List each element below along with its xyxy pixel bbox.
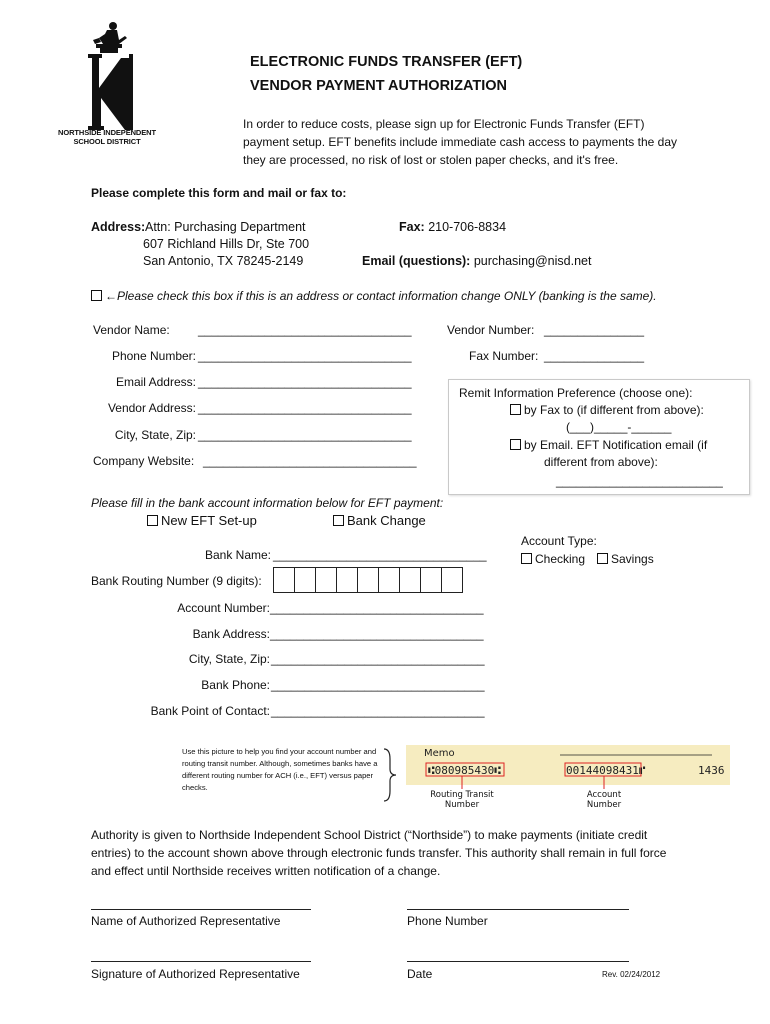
date-signature-line[interactable] xyxy=(407,961,629,962)
company-website-label: Company Website: xyxy=(93,454,195,468)
remit-email-label-2: different from above): xyxy=(544,455,658,469)
fax-label: Fax: xyxy=(399,220,425,234)
name-signature-line[interactable] xyxy=(91,909,311,910)
remit-heading: Remit Information Preference (choose one): xyxy=(459,386,693,400)
routing-number-boxes[interactable] xyxy=(273,567,462,593)
account-caption-2: Number xyxy=(586,800,622,810)
email-label: Email (questions): xyxy=(362,254,471,268)
phone-signature-line[interactable] xyxy=(407,909,629,910)
phone-number-label: Phone Number: xyxy=(111,349,196,363)
address-line-3: San Antonio, TX 78245-2149 xyxy=(143,254,304,268)
logo-text: NORTHSIDE INDEPENDENT SCHOOL DISTRICT xyxy=(58,128,156,146)
city-state-zip-field[interactable]: ________________________________ xyxy=(198,428,412,442)
signature-line[interactable] xyxy=(91,961,311,962)
check-memo: Memo xyxy=(424,748,455,759)
routing-caption-1: Routing Transit xyxy=(430,790,494,800)
remit-fax-option xyxy=(510,403,704,417)
company-website-field[interactable]: ________________________________ xyxy=(203,454,417,468)
signature-label: Signature of Authorized Representative xyxy=(91,967,300,981)
authority-paragraph: Authority is given to Northside Independent School District (“Northside”) to make payments (initiate credit entries) to the account shown above through electronic funds transfer. This authority shall remain in full force and effect until Northside receives written notification of a change. xyxy=(91,828,667,878)
routing-digit-box[interactable] xyxy=(315,567,337,593)
routing-digit-box[interactable] xyxy=(357,567,379,593)
account-caption-1: Account xyxy=(586,790,622,800)
fax-value: 210-706-8834 xyxy=(428,220,507,234)
check-example-image xyxy=(382,745,730,811)
address-label: Address: xyxy=(91,220,146,234)
email-address-label: Email Address: xyxy=(115,375,196,389)
bank-instruction: Please fill in the bank account information below for EFT payment: xyxy=(91,496,444,510)
remit-fax-label: by Fax to (if different from above): xyxy=(524,403,704,417)
email-value: purchasing@nisd.net xyxy=(473,254,592,268)
vendor-address-field[interactable]: ________________________________ xyxy=(198,401,412,415)
routing-digit-box[interactable] xyxy=(399,567,421,593)
checking-label: Checking xyxy=(535,552,586,566)
routing-digit-box[interactable] xyxy=(294,567,316,593)
bank-city-state-zip-label: City, State, Zip: xyxy=(188,652,270,666)
bank-name-field[interactable]: ________________________________ xyxy=(273,548,487,562)
bank-name-label: Bank Name: xyxy=(204,548,271,562)
phone-label: Phone Number xyxy=(407,914,488,928)
remit-fax-checkbox[interactable] xyxy=(510,404,521,415)
vendor-name-label: Vendor Name: xyxy=(93,323,170,337)
change-notice-text: Please check this box if this is an address or contact information change ONLY (banking is the same). xyxy=(117,289,657,303)
savings-option xyxy=(597,552,654,566)
new-setup-label: New EFT Set-up xyxy=(161,513,257,528)
city-state-zip-label: City, State, Zip: xyxy=(114,428,196,442)
name-label: Name of Authorized Representative xyxy=(91,914,281,928)
checking-option xyxy=(521,552,585,566)
account-number-field[interactable]: ________________________________ xyxy=(270,601,484,615)
point-of-contact-label: Bank Point of Contact: xyxy=(150,704,270,718)
vendor-name-field[interactable]: ________________________________ xyxy=(198,323,412,337)
new-setup-option xyxy=(147,513,257,528)
bank-address-label: Bank Address: xyxy=(192,627,270,641)
bank-change-label: Bank Change xyxy=(347,513,426,528)
address-line-1: Attn: Purchasing Department xyxy=(145,220,306,234)
check-routing-digits: ⑆080985430⑆ xyxy=(428,764,501,777)
change-checkbox[interactable] xyxy=(91,290,102,301)
bank-change-option xyxy=(333,513,426,528)
routing-digit-box[interactable] xyxy=(420,567,442,593)
date-label: Date xyxy=(407,967,433,981)
revision-date: Rev. 02/24/2012 xyxy=(602,970,661,979)
routing-number-label: Bank Routing Number (9 digits): xyxy=(91,574,262,588)
fax-number-field[interactable]: _______________ xyxy=(544,349,645,363)
account-number-label: Account Number: xyxy=(177,601,270,615)
checking-checkbox[interactable] xyxy=(521,553,532,564)
remit-email-field[interactable]: _________________________ xyxy=(556,474,723,488)
remit-email-option xyxy=(510,438,707,452)
check-account-digits: 00144098431⑈ xyxy=(566,764,646,777)
fax-contact xyxy=(399,220,506,234)
new-setup-checkbox[interactable] xyxy=(147,515,158,526)
check-number: 1436 xyxy=(698,764,725,777)
change-notice xyxy=(91,289,657,303)
fax-number-label: Fax Number: xyxy=(469,349,539,363)
bank-change-checkbox[interactable] xyxy=(333,515,344,526)
bank-city-state-zip-field[interactable]: ________________________________ xyxy=(271,652,485,666)
bank-phone-label: Bank Phone: xyxy=(201,678,270,692)
email-address-field[interactable]: ________________________________ xyxy=(198,375,412,389)
intro-paragraph: In order to reduce costs, please sign up for Electronic Funds Transfer (EFT) payment setup. EFT benefits include immediate cash access to payments the day they are processed, no risk of lost or stolen paper checks, and it's free. xyxy=(243,117,678,167)
vendor-address-label: Vendor Address: xyxy=(107,401,196,415)
savings-checkbox[interactable] xyxy=(597,553,608,564)
check-caption: Use this picture to help you find your account number and routing transit number. Although, sometimes banks have a different routing number for ACH (i.e., EFT) versus paper checks. xyxy=(182,747,378,792)
remit-email-checkbox[interactable] xyxy=(510,439,521,450)
bank-phone-field[interactable]: ________________________________ xyxy=(271,678,485,692)
vendor-number-field[interactable]: _______________ xyxy=(544,323,645,337)
form-subtitle: VENDOR PAYMENT AUTHORIZATION xyxy=(250,78,507,94)
mail-heading: Please complete this form and mail or fax to: xyxy=(91,186,347,200)
point-of-contact-field[interactable]: ________________________________ xyxy=(271,704,485,718)
arrow-icon: ← xyxy=(105,289,117,303)
phone-number-field[interactable]: ________________________________ xyxy=(198,349,412,363)
savings-label: Savings xyxy=(611,552,654,566)
address-line-2: 607 Richland Hills Dr, Ste 700 xyxy=(143,237,310,251)
account-type-label: Account Type: xyxy=(521,534,597,548)
remit-fax-field[interactable]: (___)_____-______ xyxy=(566,420,672,434)
remit-email-label: by Email. EFT Notification email (if xyxy=(524,438,708,452)
form-title: ELECTRONIC FUNDS TRANSFER (EFT) xyxy=(250,54,523,70)
routing-digit-box[interactable] xyxy=(441,567,463,593)
routing-digit-box[interactable] xyxy=(273,567,295,593)
bank-address-field[interactable]: ________________________________ xyxy=(270,627,484,641)
routing-digit-box[interactable] xyxy=(336,567,358,593)
email-contact xyxy=(362,254,591,268)
routing-digit-box[interactable] xyxy=(378,567,400,593)
vendor-number-label: Vendor Number: xyxy=(447,323,535,337)
routing-caption-2: Number xyxy=(444,800,480,810)
